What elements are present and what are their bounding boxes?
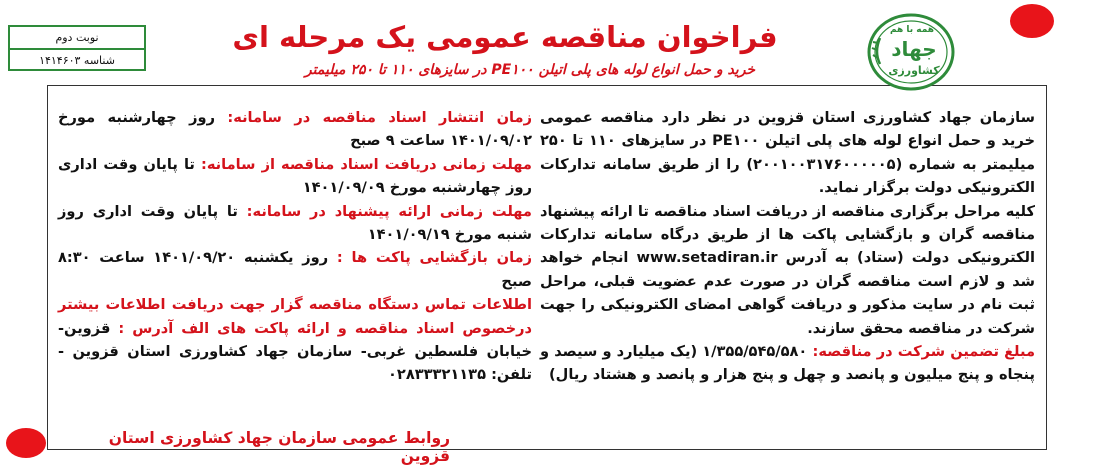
publish-time <box>58 106 532 153</box>
process-text: کلیه مراحل برگزاری مناقصه از دریافت اسناد مناقصه تا ارائه پیشنهاد مناقصه گران و بازگشایی پاکت ها از طریق درگاه سامانه تدارکات الکترونیکی دولت (ستاد) به آدرس <box>540 202 1035 267</box>
guarantee-paragraph <box>540 340 1035 387</box>
receive-deadline <box>58 153 532 200</box>
notice-id-label: شناسه ۱۴۱۴۶۰۳ <box>39 54 115 67</box>
submit-deadline <box>58 200 532 247</box>
page-title: فراخوان مناقصه عمومی یک مرحله ای <box>232 20 778 54</box>
submit-label: مهلت زمانی ارائه پیشنهاد در سامانه: <box>246 202 532 220</box>
contact-value: قزوین- خیابان فلسطین غربی- سازمان جهاد کشاورزی استان قزوین - تلفن: ۰۲۸۳۳۳۲۱۱۳۵ <box>58 319 532 384</box>
footer-signature: روابط عمومی سازمان جهاد کشاورزی استان قزوین <box>108 429 450 465</box>
intro-paragraph: سازمان جهاد کشاورزی استان قزوین در نظر دارد مناقصه عمومی خرید و حمل انواع لوله های پلی اتیلن PE۱۰۰ در سایزهای ۱۱۰ تا ۲۵۰ میلیمتر به شماره (۲۰۰۱۰۰۳۱۷۶۰۰۰۰۰۵) را از طریق سامانه تدارکات الکترونیکی دولت برگزار نماید. <box>540 109 1036 197</box>
publish-label: زمان انتشار اسناد مناقصه در سامانه: <box>227 109 532 126</box>
guarantee-label: مبلغ تضمین شرکت در مناقصه: <box>812 343 1035 361</box>
receive-value: تا پایان وقت اداری روز چهارشنبه مورخ ۱۴۰۱/۰۹/۰۹ <box>58 155 532 197</box>
round-label: نوبت دوم <box>10 27 144 50</box>
opening-time <box>58 246 532 293</box>
receive-label: مهلت زمانی دریافت اسناد مناقصه از سامانه: <box>200 155 532 173</box>
submit-value: تا پایان وقت اداری روز شنبه مورخ ۱۴۰۱/۰۹/۱۹ <box>58 202 532 244</box>
round-info-box <box>8 25 146 71</box>
publish-value: روز چهارشنبه مورخ ۱۴۰۱/۰۹/۰۲ ساعت ۹ صبح <box>58 109 532 150</box>
guarantee-value: ۱/۳۵۵/۵۴۵/۵۸۰ (یک میلیارد و سیصد و پنجاه و پنج میلیون و پانصد و چهل و پنج هزار و پانصد و هشتاد ریال) <box>540 343 1035 384</box>
svg-text:جهاد: جهاد <box>891 37 937 61</box>
left-column <box>58 106 532 387</box>
svg-text:همه با هم: همه با هم <box>889 25 935 35</box>
contact-info <box>58 293 532 387</box>
process-text-continued: انجام خواهد شد و لازم است مناقصه گران در صورت عدم عضویت قبلی، مراحل ثبت نام در سایت مذکور و دریافت گواهی امضای الکترونیکی را جهت شرکت در مناقصه محقق سازند. <box>540 249 1035 337</box>
red-dot-decoration <box>1010 4 1054 38</box>
red-dot-decoration <box>6 428 46 458</box>
right-column <box>540 106 1035 387</box>
jahad-keshavarzi-logo <box>866 12 956 92</box>
opening-label: زمان بازگشایی پاکت ها : <box>336 249 532 267</box>
process-paragraph <box>540 200 1035 340</box>
page-subtitle: خرید و حمل انواع لوله های پلی اتیلن PE۱۰۰ در سایزهای ۱۱۰ تا ۲۵۰ میلیمتر <box>304 62 756 78</box>
contact-label: اطلاعات تماس دستگاه مناقصه گزار جهت دریافت اطلاعات بیشتر درخصوص اسناد مناقصه و ارائه پاکت های الف آدرس : <box>58 296 532 337</box>
setadiran-link[interactable]: www.setadiran.ir <box>636 249 778 267</box>
svg-text:کشاورزی: کشاورزی <box>888 64 940 77</box>
opening-value: روز یکشنبه ۱۴۰۱/۰۹/۲۰ ساعت ۸:۳۰ صبح <box>58 249 532 290</box>
